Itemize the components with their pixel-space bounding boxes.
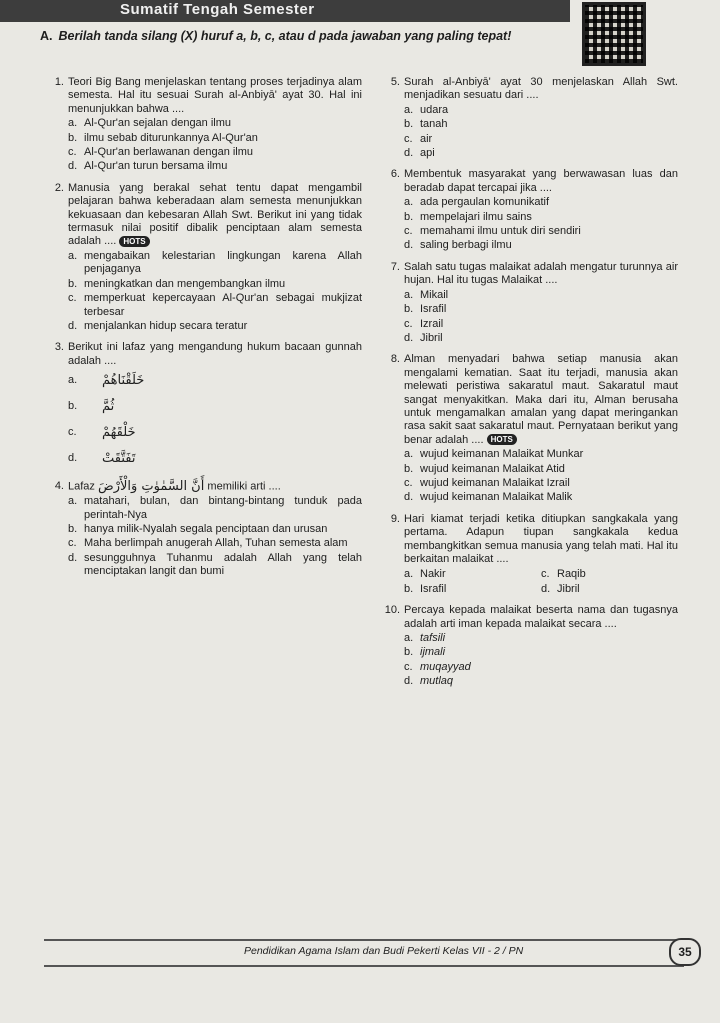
question-number: 5. bbox=[390, 76, 400, 88]
option-d[interactable]: d. menjalankan hidup secara teratur bbox=[68, 319, 248, 332]
question-5 bbox=[378, 76, 678, 160]
option-d[interactable]: d. api bbox=[404, 147, 435, 160]
option-d[interactable]: d. تَفَتَّقَتْ bbox=[68, 451, 136, 467]
question-4 bbox=[42, 480, 362, 578]
question-6 bbox=[378, 168, 678, 252]
option-a[interactable]: a. Nakir bbox=[404, 568, 446, 581]
question-text: Manusia yang berakal sehat tentu dapat mengambil pelajaran bahwa keberadaan alam semesta menunjukkan kekuasaan dan kebesaran Allah Swt. Berikut ini yang tidak termasuk nilai positif dibalik penciptaan alam semesta adalah .... HOTS bbox=[68, 181, 362, 248]
question-2 bbox=[42, 182, 362, 333]
question-text: Membentuk masyarakat yang berwawasan luas dan beradab dapat tercapai jika .... bbox=[404, 168, 678, 194]
option-b[interactable]: b. Israfil bbox=[404, 303, 447, 316]
option-a[interactable]: a. udara bbox=[404, 103, 449, 116]
question-text: Teori Big Bang menjelaskan tentang proses terjadinya alam semesta. Hal itu sesuai Surah al-Anbiyā' ayat 30. Hal ini menunjukkan bahwa .... bbox=[68, 76, 362, 115]
question-number: 1. bbox=[54, 76, 64, 88]
option-c[interactable]: c. Izrail bbox=[404, 317, 444, 330]
option-b[interactable]: b. hanya milik-Nyalah segala penciptaan dan urusan bbox=[68, 522, 328, 535]
option-b[interactable]: b. ijmali bbox=[404, 646, 446, 659]
option-a[interactable]: a. wujud keimanan Malaikat Munkar bbox=[404, 448, 584, 461]
option-c[interactable]: c. memahami ilmu untuk diri sendiri bbox=[404, 225, 581, 238]
question-text: Berikut ini lafaz yang mengandung hukum bacaan gunnah adalah .... bbox=[68, 341, 362, 367]
option-d[interactable]: d. sesungguhnya Tuhanmu adalah Allah yang telah menciptakan langit dan bumi bbox=[68, 551, 362, 578]
question-text: Salah satu tugas malaikat adalah mengatur turunnya air hujan. Hal itu tugas Malaikat .... bbox=[404, 260, 678, 287]
option-a[interactable]: a. ada pergaulan komunikatif bbox=[404, 196, 550, 209]
option-b[interactable]: b. meningkatkan dan mengembangkan ilmu bbox=[68, 277, 286, 290]
option-a[interactable]: a. tafsili bbox=[404, 632, 446, 645]
arabic-text: تَفَتَّقَتْ bbox=[102, 451, 136, 467]
question-number: 2. bbox=[54, 181, 64, 194]
question-number: 7. bbox=[390, 260, 400, 273]
question-number: 9. bbox=[390, 512, 400, 525]
arabic-text: ثُمَّ bbox=[102, 399, 115, 415]
right-column bbox=[378, 76, 678, 697]
option-b[interactable]: b. Israfil bbox=[404, 582, 447, 595]
option-c[interactable]: c. memperkuat kepercayaan Al-Qur'an sebagai mukjizat terbesar bbox=[68, 292, 362, 318]
qr-code-icon bbox=[582, 2, 646, 66]
question-number: 10. bbox=[384, 604, 400, 617]
option-c[interactable]: c. wujud keimanan Malaikat Izrail bbox=[404, 476, 570, 489]
option-c[interactable]: c. Maha berlimpah anugerah Allah, Tuhan semesta alam bbox=[68, 537, 348, 550]
option-d[interactable]: d. saling berbagi ilmu bbox=[404, 239, 512, 252]
question-10 bbox=[378, 604, 678, 688]
hots-badge: HOTS bbox=[119, 236, 149, 247]
option-d[interactable]: d. Jibril bbox=[541, 582, 580, 595]
question-text: Lafaz أَنَّ السَّمٰوٰتِ وَالْأَرْضَ memiliki arti .... bbox=[68, 479, 281, 495]
arabic-text: أَنَّ السَّمٰوٰتِ وَالْأَرْضَ bbox=[97, 479, 205, 495]
page-title: Sumatif Tengah Semester bbox=[120, 1, 315, 18]
question-text: Alman menyadari bahwa setiap manusia akan mengalami kematian. Saat itu terjadi, manusia akan melewati peristiwa sakaratul maut. Sakaratul maut sangat menyakitkan. Maka dari itu, Alman berusaha untuk mengamalkan amalan yang dapat meringankan rasa sakit saat sakaratul maut. Pernyataan berikut yang benar adalah .... HOTS bbox=[404, 353, 678, 446]
option-a[interactable]: a. Mikail bbox=[404, 288, 449, 301]
option-b[interactable]: b. ثُمَّ bbox=[68, 399, 115, 415]
option-a[interactable]: a. Al-Qur'an sejalan dengan ilmu bbox=[68, 117, 232, 130]
question-number: 6. bbox=[390, 168, 400, 181]
question-text: Hari kiamat terjadi ketika ditiupkan sangkakala yang pertama. Adapun tiupan sangkakala kedua membangkitkan semua manusia yang telah mati. Hal itu berkaitan malaikat .... bbox=[404, 512, 678, 565]
footer-text: Pendidikan Agama Islam dan Budi Pekerti Kelas VII - 2 / PN bbox=[244, 945, 524, 957]
option-b[interactable]: b. mempelajari ilmu sains bbox=[404, 210, 532, 223]
option-c[interactable]: c. Al-Qur'an berlawanan dengan ilmu bbox=[68, 146, 254, 159]
question-7 bbox=[378, 261, 678, 345]
option-c[interactable]: c. Raqib bbox=[541, 568, 586, 581]
instruction-text: Berilah tanda silang (X) huruf a, b, c, atau d pada jawaban yang paling tepat! bbox=[58, 29, 512, 43]
option-c[interactable]: c. air bbox=[404, 132, 433, 145]
option-a[interactable]: a. خَلَقْنَاهُمْ bbox=[68, 373, 145, 389]
question-number: 3. bbox=[54, 341, 64, 354]
option-b[interactable]: b. wujud keimanan Malaikat Atid bbox=[404, 462, 565, 475]
question-1 bbox=[42, 76, 362, 174]
option-d[interactable]: d. Al-Qur'an turun bersama ilmu bbox=[68, 160, 228, 173]
instruction-label: A. bbox=[40, 29, 53, 43]
option-a[interactable]: a. mengabaikan kelestarian lingkungan karena Allah penjaganya bbox=[68, 249, 362, 276]
question-number: 4. bbox=[54, 480, 64, 493]
question-3 bbox=[42, 341, 362, 472]
option-d[interactable]: d. wujud keimanan Malaikat Malik bbox=[404, 491, 573, 504]
left-column bbox=[42, 76, 362, 587]
arabic-text: خَلْقَهُمْ bbox=[102, 425, 136, 441]
option-c[interactable]: c. muqayyad bbox=[404, 660, 471, 673]
question-8 bbox=[378, 353, 678, 504]
instruction bbox=[40, 28, 570, 44]
question-9 bbox=[378, 513, 678, 596]
question-text: Percaya kepada malaikat beserta nama dan tugasnya adalah arti iman kepada malaikat secara .... bbox=[404, 604, 678, 630]
option-c[interactable]: c. خَلْقَهُمْ bbox=[68, 425, 136, 441]
question-number: 8. bbox=[390, 353, 400, 366]
option-b[interactable]: b. ilmu sebab diturunkannya Al-Qur'an bbox=[68, 131, 258, 144]
option-d[interactable]: d. Jibril bbox=[404, 331, 443, 344]
arabic-text: خَلَقْنَاهُمْ bbox=[102, 373, 145, 389]
page-number: 35 bbox=[669, 938, 701, 966]
hots-badge: HOTS bbox=[487, 434, 517, 445]
option-b[interactable]: b. tanah bbox=[404, 118, 448, 131]
option-d[interactable]: d. mutlaq bbox=[404, 675, 454, 688]
question-text: Surah al-Anbiyā' ayat 30 menjelaskan Allah Swt. menjadikan sesuatu dari .... bbox=[404, 76, 678, 102]
option-a[interactable]: a. matahari, bulan, dan bintang-bintang tunduk pada perintah-Nya bbox=[68, 495, 362, 521]
